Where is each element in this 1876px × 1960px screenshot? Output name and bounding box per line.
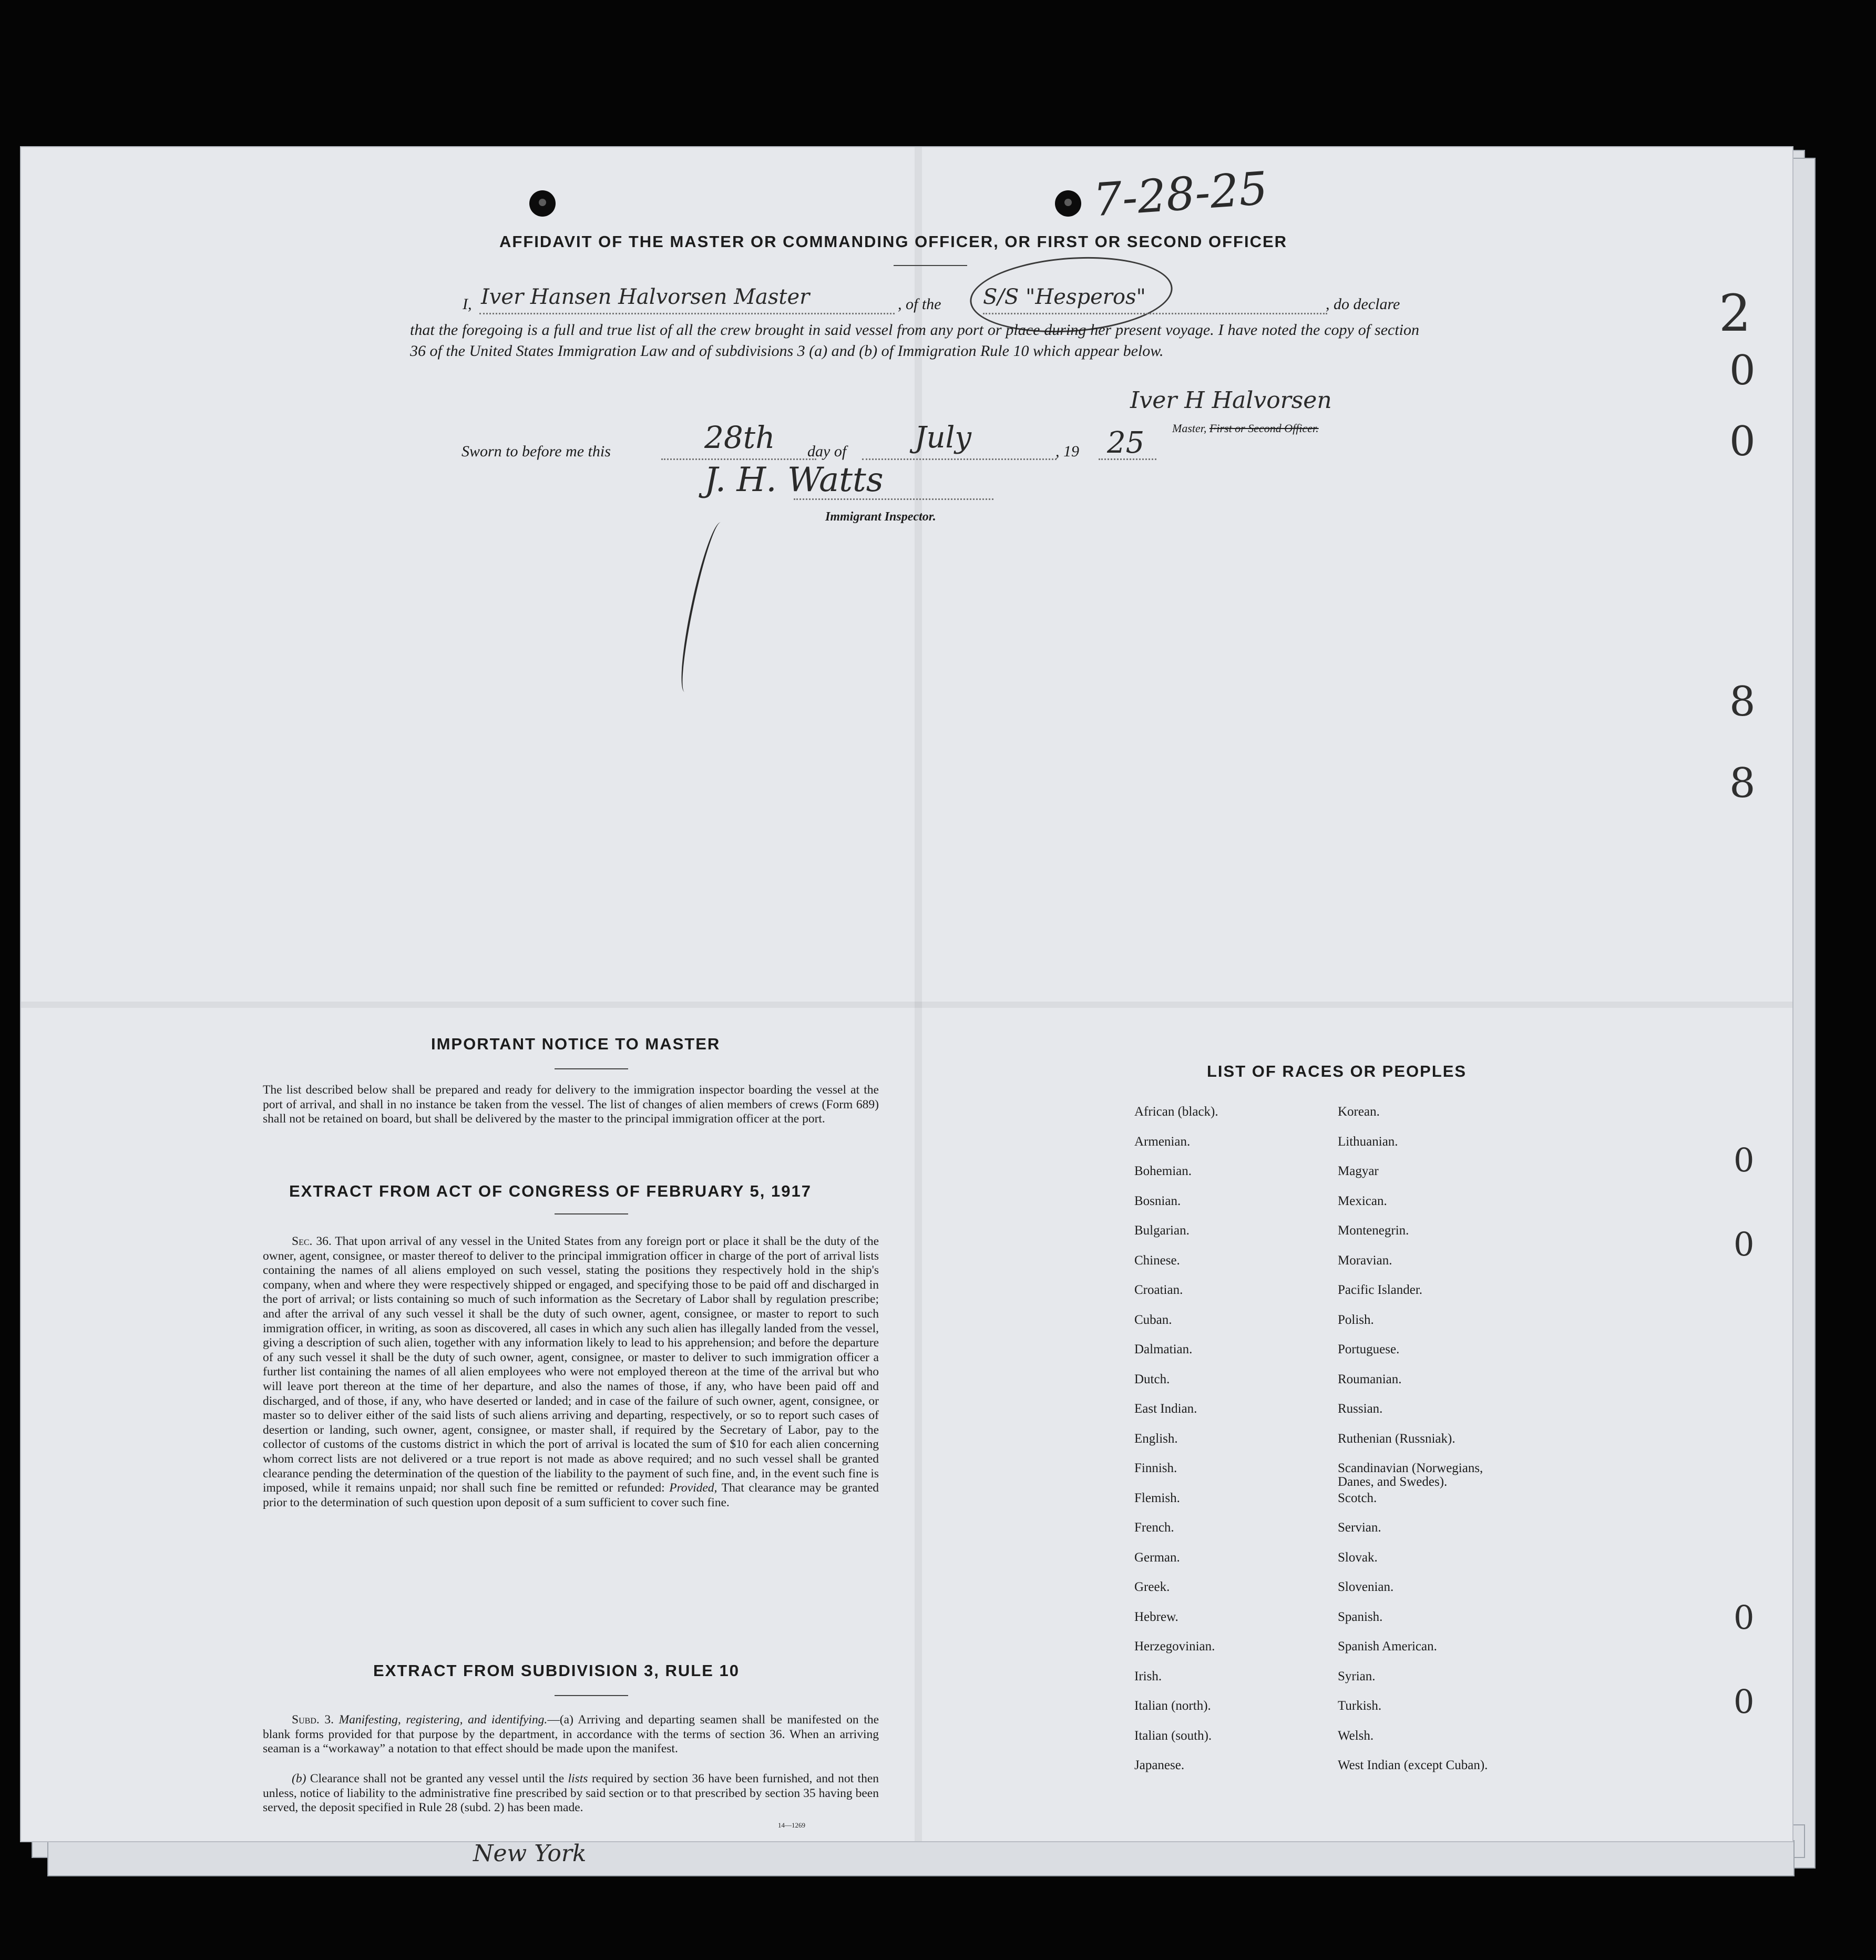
margin-mark-2: 0 xyxy=(1729,347,1756,394)
sworn-year-handwritten: 25 xyxy=(1107,426,1145,460)
punch-hole-right xyxy=(1055,190,1081,217)
rule-para-a-text: Arriving and departing seamen shall be manifested on the blank forms provided for that purpose by the department, in accordance with the terms of section 36. When an arriving seaman is a “workaway” a notation to that effect should be made upon the manifest. xyxy=(263,1713,879,1756)
sworn-month-handwritten: July xyxy=(915,421,972,455)
race-left-item: Chinese. xyxy=(1134,1253,1180,1268)
sworn-year-prefix: , 19 xyxy=(1055,443,1079,460)
rule-para-b-marker: (b) xyxy=(292,1772,306,1785)
act-proviso: Provided, xyxy=(669,1481,717,1495)
margin-mark-5: 8 xyxy=(1729,760,1756,807)
race-left-item: Herzegovinian. xyxy=(1134,1639,1215,1653)
margin-mark-3: 0 xyxy=(1729,418,1756,465)
inspector-signature: J. H. Watts xyxy=(704,461,884,499)
sworn-day-of: day of xyxy=(807,443,847,460)
act-title-rule xyxy=(555,1213,628,1214)
back-sheet-4 xyxy=(47,1840,1795,1876)
race-left-item: Flemish. xyxy=(1134,1491,1180,1505)
inspector-signature-line xyxy=(794,498,993,500)
vessel-name-handwritten: S/S "Hesperos" xyxy=(983,285,1146,309)
race-left-item: Italian (south). xyxy=(1134,1728,1212,1743)
race-right-item: Scotch. xyxy=(1338,1491,1377,1505)
race-right-item: Korean. xyxy=(1338,1105,1380,1119)
affidavit-do-declare: , do declare xyxy=(1326,295,1400,313)
race-left-item: Irish. xyxy=(1134,1669,1162,1683)
race-right-item: Spanish. xyxy=(1338,1609,1383,1624)
race-left-item: Hebrew. xyxy=(1134,1609,1178,1624)
race-left-item: Italian (north). xyxy=(1134,1699,1211,1713)
rule-para-b-after: required by section 36 have been furnished, and not then unless, notice of liability to the administrative fine prescribed by said section or to that prescribed by section 35 having been served, the deposit specified in Rule 28 (subd. 2) has been made. xyxy=(263,1772,879,1815)
race-left-item: Japanese. xyxy=(1134,1758,1185,1772)
act-text-end: That clearance may be granted prior to the determination of such question upon deposit of a sum sufficient to cover such fine. xyxy=(263,1481,879,1509)
master-name-line xyxy=(479,313,895,314)
vessel-name-line xyxy=(983,313,1327,314)
race-right-item: West Indian (except Cuban). xyxy=(1338,1758,1488,1772)
sworn-day-line xyxy=(661,458,816,460)
rule-subd-label: Subd. 3. xyxy=(292,1713,334,1727)
race-right-item: Montenegrin. xyxy=(1338,1223,1409,1238)
act-section-label: Sec. 36. xyxy=(292,1234,332,1248)
race-left-item: Finnish. xyxy=(1134,1461,1177,1475)
notice-text: The list described below shall be prepared and ready for delivery to the immigration inspector boarding the vessel at the port of arrival, and shall in no instance be taken from the vessel. The list of changes of alien members of crews (Form 689) shall not be retained on board, but shall be delivered by the master to the principal immigration officer at the port. xyxy=(263,1083,879,1126)
race-left-item: Croatian. xyxy=(1134,1283,1183,1297)
bottom-port-handwritten: New York xyxy=(473,1840,587,1867)
affidavit-title: AFFIDAVIT OF THE MASTER OR COMMANDING OFFICER, OR FIRST OR SECOND OFFICER xyxy=(499,232,1288,251)
rule-paragraph-a xyxy=(263,1713,879,1757)
affidavit-of-the: , of the xyxy=(898,295,941,313)
race-left-item: African (black). xyxy=(1134,1105,1218,1119)
race-right-item: Magyar xyxy=(1338,1164,1379,1178)
manifest-page xyxy=(20,146,1793,1867)
race-left-item: Greek. xyxy=(1134,1580,1170,1594)
race-right-item: Spanish American. xyxy=(1338,1639,1437,1653)
margin-mark-8: 0 xyxy=(1734,1598,1755,1637)
rule-para-b-before: Clearance shall not be granted any vessel until the xyxy=(310,1772,565,1785)
affidavit-declaration: that the foregoing is a full and true list of all the crew brought in said vessel from any port or place during her present voyage. I have noted the copy of section 36 of the United States Immigration Law and of subdivisions 3 (a) and (b) of Immigration Rule 10 which appear below. xyxy=(410,321,1419,360)
race-right-item: Syrian. xyxy=(1338,1669,1376,1683)
sworn-prefix: Sworn to before me this xyxy=(462,443,611,460)
race-left-item: Cuban. xyxy=(1134,1312,1172,1327)
race-right-item: Welsh. xyxy=(1338,1728,1374,1743)
race-left-item: Bulgarian. xyxy=(1134,1223,1190,1238)
race-left-item: East Indian. xyxy=(1134,1402,1197,1416)
race-left-item: French. xyxy=(1134,1520,1174,1535)
race-right-item: Servian. xyxy=(1338,1520,1381,1535)
race-right-item: Roumanian. xyxy=(1338,1372,1402,1386)
race-right-item: Slovenian. xyxy=(1338,1580,1394,1594)
margin-mark-9: 0 xyxy=(1734,1682,1755,1721)
margin-mark-6: 0 xyxy=(1734,1141,1755,1179)
inspector-caption: Immigrant Inspector. xyxy=(825,510,936,524)
notice-title-rule xyxy=(555,1068,628,1069)
race-right-item: Mexican. xyxy=(1338,1193,1387,1208)
race-right-item: Pacific Islander. xyxy=(1338,1283,1423,1297)
sworn-day-handwritten: 28th xyxy=(704,420,775,455)
punch-hole-left xyxy=(529,190,556,217)
margin-mark-7: 0 xyxy=(1734,1225,1755,1263)
master-name-handwritten: Iver Hansen Halvorsen Master xyxy=(481,285,810,309)
rule-subd-heading: Manifesting, registering, and identifying. xyxy=(339,1713,548,1727)
rule-para-a-marker: —(a) xyxy=(547,1713,573,1727)
race-right-item: Polish. xyxy=(1338,1312,1374,1327)
rule-title-rule xyxy=(555,1695,628,1696)
race-right-item: Turkish. xyxy=(1338,1699,1382,1713)
vertical-fold xyxy=(915,147,922,1841)
margin-mark-4: 8 xyxy=(1729,678,1756,726)
act-text-main: That upon arrival of any vessel in the United States from any foreign port or place it shall be the duty of the owner, agent, consignee, or master thereof to deliver to the principal immigration officer in charge of the port of arrival lists containing the names of all aliens employed on such vessel, stating the positions they respectively hold in the ship's company, when and where they were respectively shipped or engaged, and specifying those to be paid off and discharged in the port of arrival; or lists containing so much of such information as the Secretary of Labor shall by regulation prescribe; and after the arrival of any such vessel it shall be the duty of such owner, agent, consignee, or master to report to such immigration officer, in writing, as soon as discovered, all cases in which any such alien has illegally landed from the vessel, giving a description of such alien, together with any information likely to lead to his apprehension; and before the departure of any such vessel it shall be the duty of such owner, agent, consignee, or master to deliver to such immigration officer a further list containing the names of all alien employees who were not employed thereon at the time of the arrival but who will leave port thereon at the time of her departure, and also the names of those, if any, who have been paid off and discharged, and of those, if any, who have deserted or landed; and in case of the failure of such owner, agent, consignee, or master so to deliver either of the said lists of such aliens arriving and departing, respectively, or so to report such cases of desertion or landing, such owner, agent, consignee, or master shall, if required by the Secretary of Labor, pay to the collector of customs of the customs district in which the port of arrival is located the sum of $10 for each alien concerning whom correct lists are not delivered or a true report is not made as above required; and no such vessel shall be granted clearance pending the determination of the question of the liability to the payment of such fine, and, in the event such fine is imposed, while it remains unpaid; nor shall such fine be remitted or refunded: xyxy=(263,1234,879,1495)
race-right-item: Ruthenian (Russniak). xyxy=(1338,1431,1455,1446)
race-left-item: Dutch. xyxy=(1134,1372,1170,1386)
race-right-item: Lithuanian. xyxy=(1338,1134,1398,1149)
race-right-item: Slovak. xyxy=(1338,1550,1378,1565)
master-signature: Iver H Halvorsen xyxy=(1130,387,1332,414)
act-title: EXTRACT FROM ACT OF CONGRESS OF FEBRUARY 5, 1917 xyxy=(289,1182,812,1200)
affidavit-i-prefix: I, xyxy=(463,295,472,313)
rule-paragraph-b xyxy=(263,1772,879,1815)
race-left-item: German. xyxy=(1134,1550,1180,1565)
race-right-item: Russian. xyxy=(1338,1402,1383,1416)
sworn-year-line xyxy=(1099,458,1156,460)
handwritten-date: 7-28-25 xyxy=(1091,162,1269,227)
race-left-item: Bohemian. xyxy=(1134,1164,1192,1178)
title-rule xyxy=(894,265,967,266)
master-caption-struck: First or Second Officer. xyxy=(1209,422,1319,435)
race-right-item: Moravian. xyxy=(1338,1253,1392,1268)
master-caption-plain: Master, xyxy=(1172,422,1209,435)
sworn-month-line xyxy=(862,458,1057,460)
race-right-item: Scandinavian (Norwegians, Danes, and Swedes). xyxy=(1338,1461,1483,1489)
race-left-item: Bosnian. xyxy=(1134,1193,1181,1208)
notice-title: IMPORTANT NOTICE TO MASTER xyxy=(431,1035,721,1053)
races-title: LIST OF RACES OR PEOPLES xyxy=(1207,1062,1467,1080)
inspector-signature-flourish xyxy=(673,520,732,695)
master-caption xyxy=(1172,422,1319,435)
act-text xyxy=(263,1234,879,1510)
form-number: 14—1269 xyxy=(778,1821,805,1829)
rule-title: EXTRACT FROM SUBDIVISION 3, RULE 10 xyxy=(373,1661,740,1680)
horizontal-fold xyxy=(21,1002,1792,1008)
rule-para-b-lists: lists xyxy=(568,1772,588,1785)
race-right-item: Portuguese. xyxy=(1338,1342,1400,1356)
race-left-item: English. xyxy=(1134,1431,1178,1446)
margin-mark-1: 2 xyxy=(1719,284,1751,343)
race-left-item: Dalmatian. xyxy=(1134,1342,1193,1356)
race-left-item: Armenian. xyxy=(1134,1134,1191,1149)
